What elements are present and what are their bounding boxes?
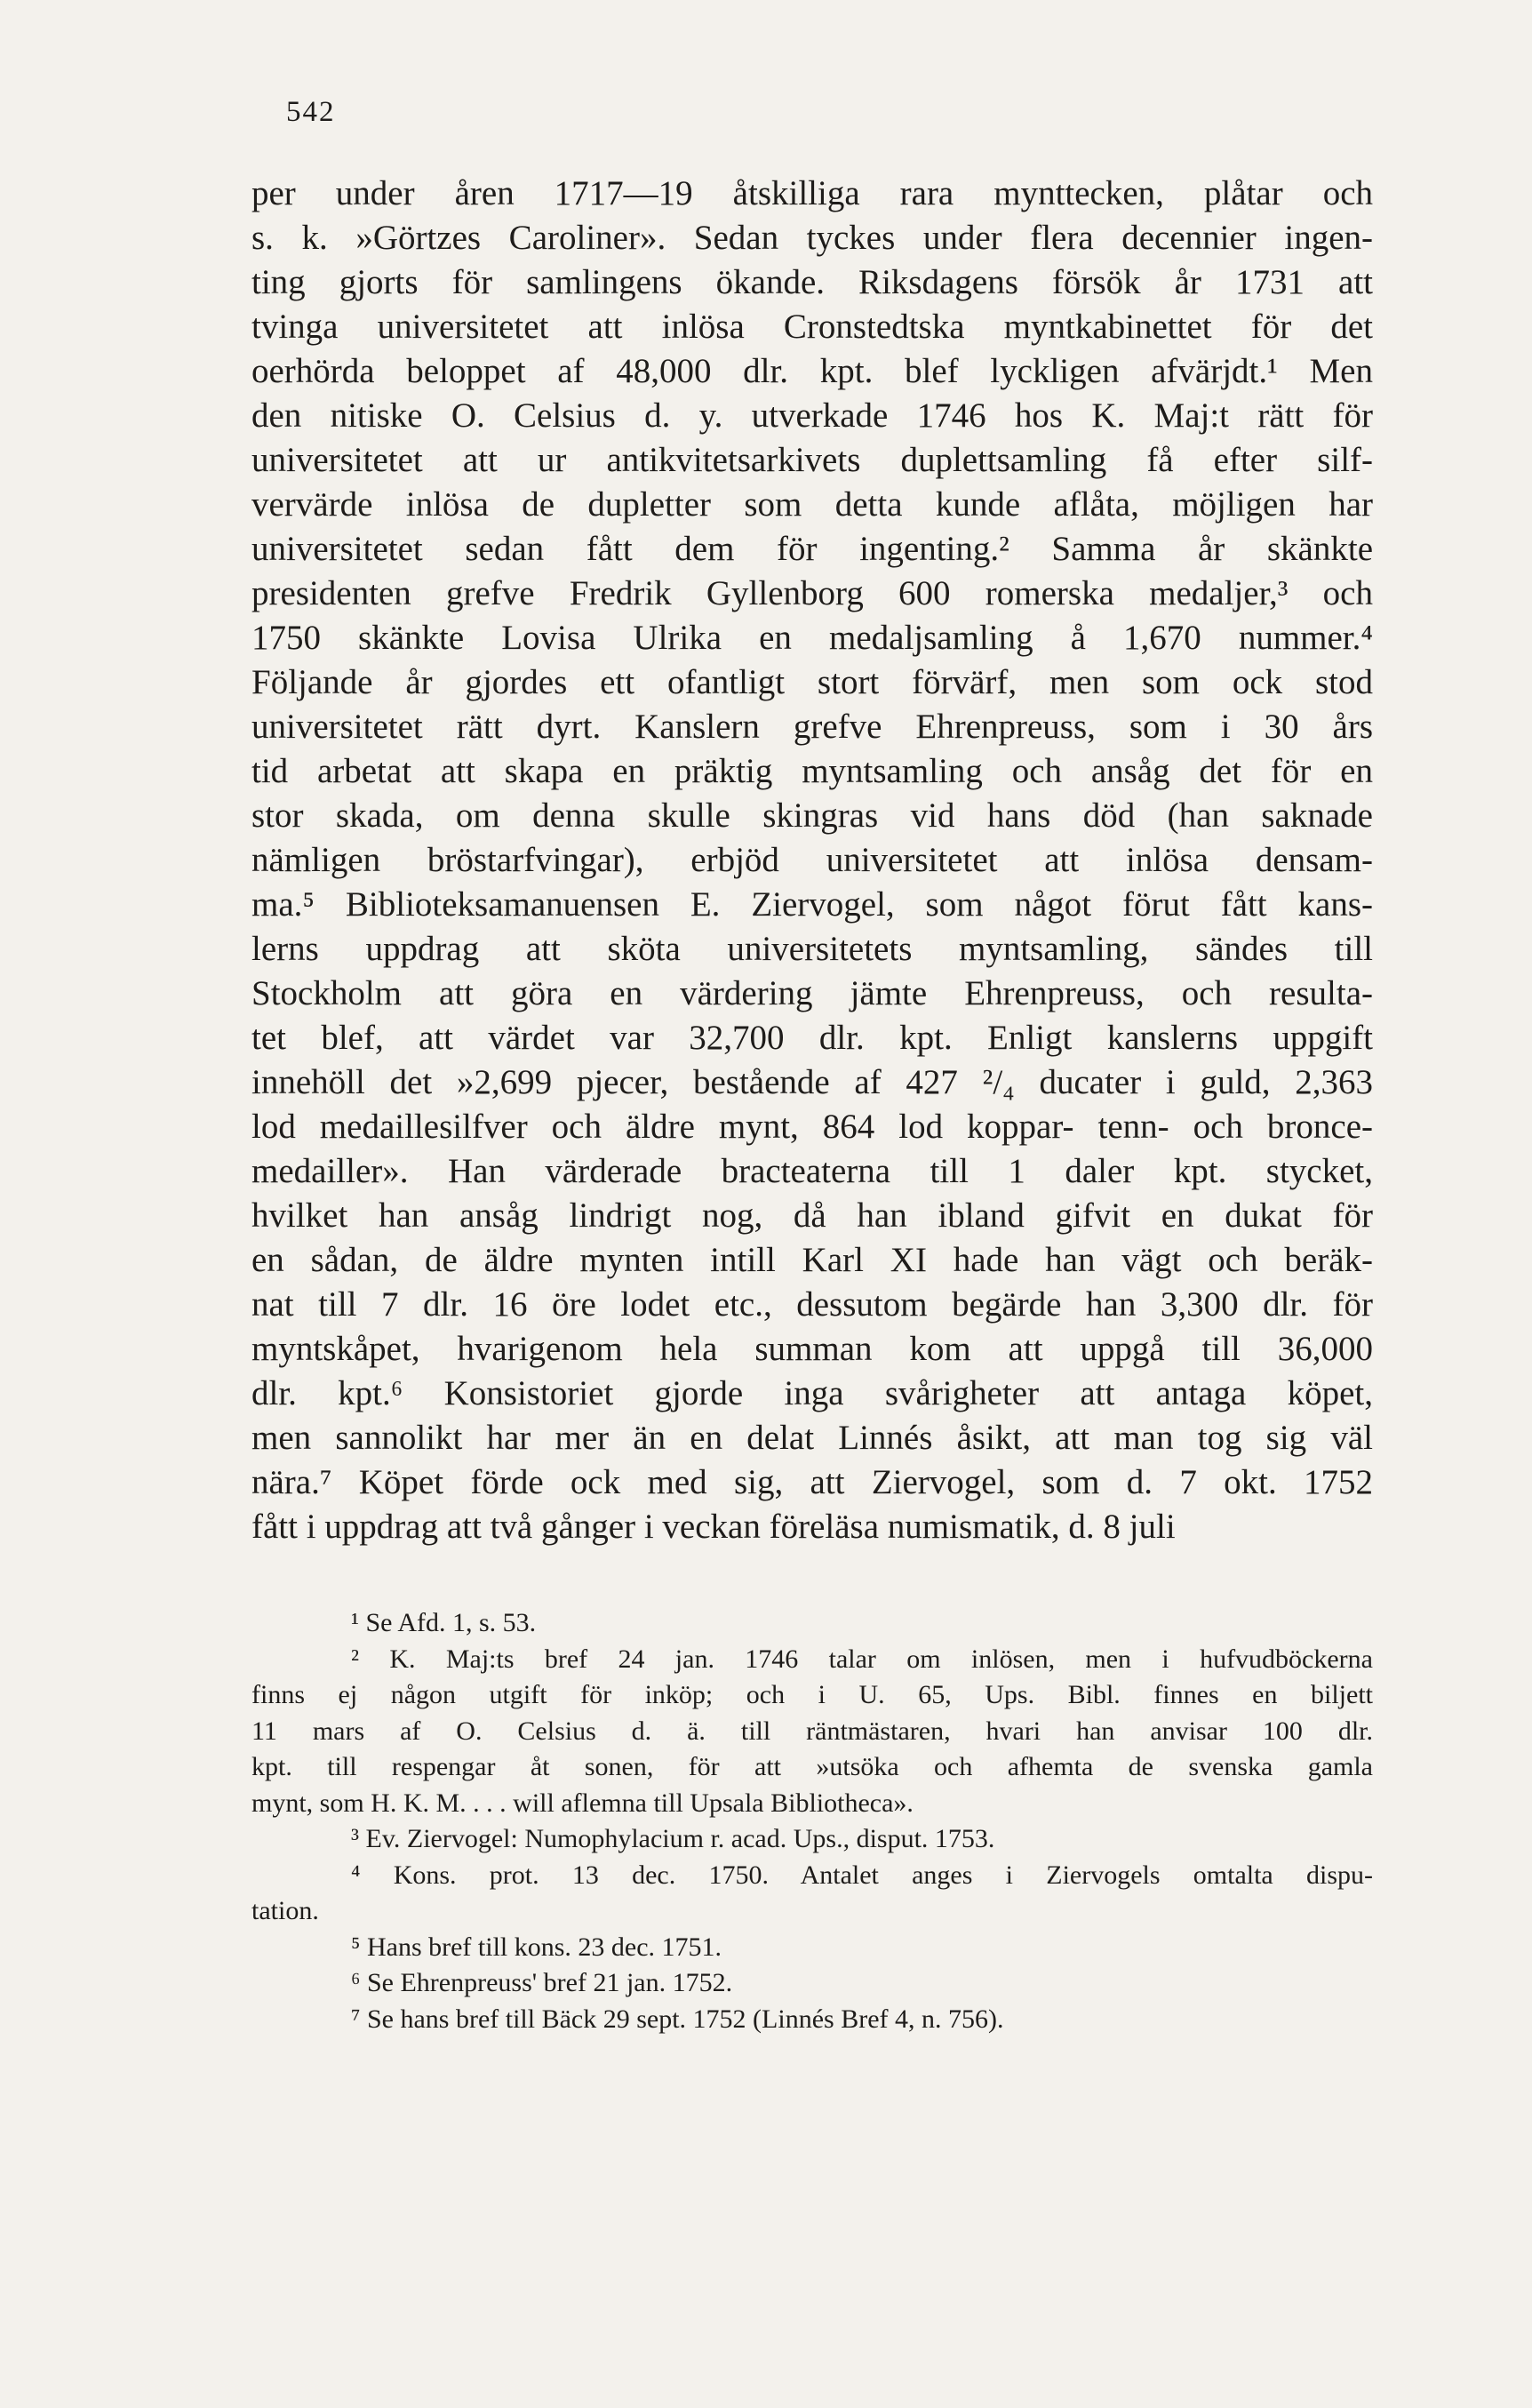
footnotes	[251, 1605, 1373, 2037]
text-line: lod medaillesilfver och äldre mynt, 864 lod koppar- tenn- och bronce-	[251, 1108, 1373, 1146]
text-line: Stockholm att göra en värdering jämte Ehrenpreuss, och resulta-	[251, 974, 1373, 1012]
footnote-5: ⁵ Hans bref till kons. 23 dec. 1751.	[351, 1932, 722, 1962]
text-line: oerhörda beloppet af 48,000 dlr. kpt. blef lyckligen afvärjdt.¹ Men	[251, 352, 1373, 390]
text-line: ma.⁵ Biblioteksamanuensen E. Ziervogel, som något förut fått kans-	[251, 885, 1373, 924]
footnote-6: ⁶ Se Ehrenpreuss' bref 21 jan. 1752.	[351, 1968, 733, 1997]
text-line: nat till 7 dlr. 16 öre lodet etc., dessutom begärde han 3,300 dlr. för	[251, 1285, 1373, 1324]
text-line: nämligen bröstarfvingar), erbjöd universitetet att inlösa densam-	[251, 841, 1373, 879]
text-line: innehöll det »2,699 pjecer, bestående af 427 ²/₄ ducater i guld, 2,363	[251, 1063, 1373, 1101]
text-line: ting gjorts för samlingens ökande. Riksdagens försök år 1731 att	[251, 263, 1373, 301]
text-line: presidenten grefve Fredrik Gyllenborg 600 romerska medaljer,³ och	[251, 574, 1373, 612]
text-line: fått i uppdrag att två gånger i veckan föreläsa numismatik, d. 8 juli	[251, 1508, 1176, 1546]
text-line: s. k. »Görtzes Caroliner». Sedan tyckes under flera decennier ingen-	[251, 219, 1373, 257]
text-line: lerns uppdrag att sköta universitetets myntsamling, sändes till	[251, 930, 1373, 968]
text-line: dlr. kpt.⁶ Konsistoriet gjorde inga svårigheter att antaga köpet,	[251, 1374, 1373, 1412]
footnote-7: ⁷ Se hans bref till Bäck 29 sept. 1752 (Linnés Bref 4, n. 756).	[351, 2004, 1004, 2034]
text-line: hvilket han ansåg lindrigt nog, då han ibland gifvit en dukat för	[251, 1196, 1373, 1235]
text-line: per under åren 1717—19 åtskilliga rara mynttecken, plåtar och	[251, 174, 1373, 212]
footnote-4-line: tation.	[251, 1896, 319, 1925]
text-line: universitetet sedan fått dem för ingenting.² Samma år skänkte	[251, 530, 1373, 568]
text-line: tid arbetat att skapa en präktig myntsamling och ansåg det för en	[251, 752, 1373, 790]
text-line: en sådan, de äldre mynten intill Karl XI hade han vägt och beräk-	[251, 1241, 1373, 1279]
text-line: myntskåpet, hvarigenom hela summan kom att uppgå till 36,000	[251, 1330, 1373, 1368]
footnote-2-line: finns ej någon utgift för inköp; och i U. 65, Ups. Bibl. finnes en biljett	[251, 1680, 1373, 1709]
footnote-2-line: 11 mars af O. Celsius d. ä. till räntmästaren, hvari han anvisar 100 dlr.	[251, 1716, 1373, 1746]
text-line: nära.⁷ Köpet förde ock med sig, att Ziervogel, som d. 7 okt. 1752	[251, 1463, 1373, 1501]
text-line: 1750 skänkte Lovisa Ulrika en medaljsamling å 1,670 nummer.⁴	[251, 619, 1373, 657]
text-line: medailler». Han värderade bracteaterna till 1 daler kpt. stycket,	[251, 1152, 1373, 1190]
text-line: men sannolikt har mer än en delat Linnés åsikt, att man tog sig väl	[251, 1419, 1373, 1457]
body-text	[251, 172, 1373, 1549]
page-number: 542	[286, 96, 336, 128]
text-line: universitetet att ur antikvitetsarkivets duplettsamling få efter silf-	[251, 441, 1373, 479]
footnote-4: ⁴ Kons. prot. 13 dec. 1750. Antalet anges i Ziervogels omtalta dispu-	[351, 1860, 1373, 1890]
text-line: stor skada, om denna skulle skingras vid hans död (han saknade	[251, 796, 1373, 835]
text-line: tet blef, att värdet var 32,700 dlr. kpt. Enligt kanslerns uppgift	[251, 1019, 1373, 1057]
text-line: Följande år gjordes ett ofantligt stort förvärf, men som ock stod	[251, 663, 1373, 701]
text-line: universitetet rätt dyrt. Kanslern grefve Ehrenpreuss, som i 30 års	[251, 708, 1373, 746]
footnote-2-line: kpt. till respengar åt sonen, för att »utsöka och afhemta de svenska gamla	[251, 1752, 1373, 1781]
text-line: tvinga universitetet att inlösa Cronstedtska myntkabinettet för det	[251, 308, 1373, 346]
footnote-2-line: mynt, som H. K. M. . . . will aflemna till Upsala Bibliotheca».	[251, 1788, 914, 1818]
text-line: den nitiske O. Celsius d. y. utverkade 1746 hos K. Maj:t rätt för	[251, 396, 1373, 435]
footnote-2: ² K. Maj:ts bref 24 jan. 1746 talar om inlösen, men i hufvudböckerna	[351, 1644, 1373, 1674]
footnote-1: ¹ Se Afd. 1, s. 53.	[351, 1608, 537, 1637]
text-line: vervärde inlösa de dupletter som detta kunde aflåta, möjligen har	[251, 485, 1373, 524]
footnote-3: ³ Ev. Ziervogel: Numophylacium r. acad. Ups., disput. 1753.	[351, 1824, 995, 1853]
